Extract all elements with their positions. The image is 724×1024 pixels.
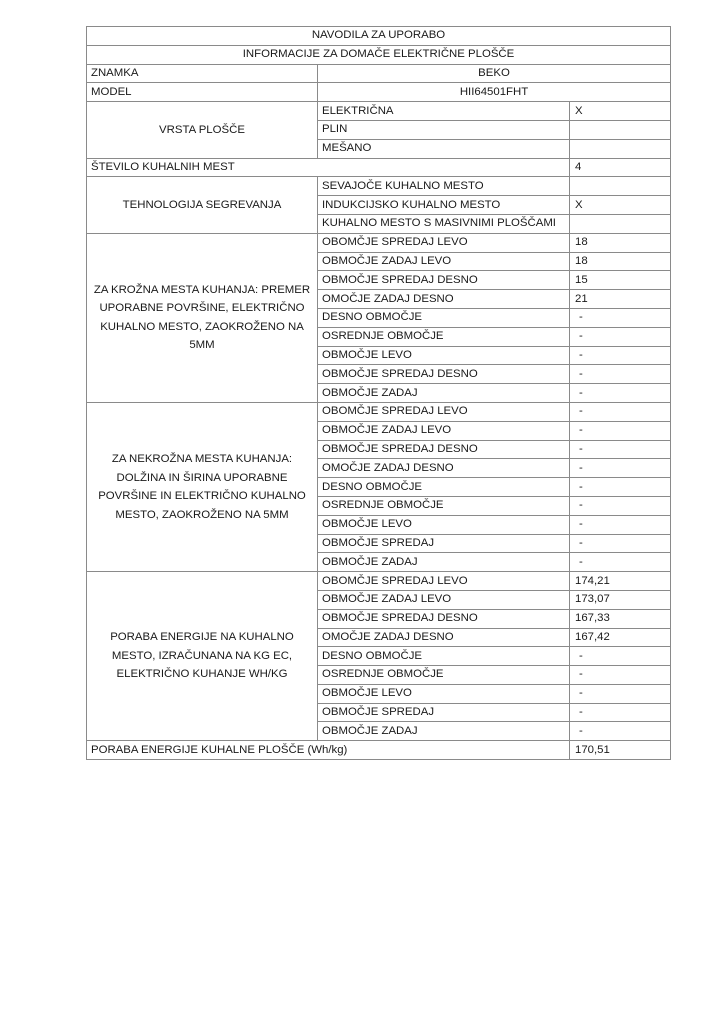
circular-zone-value: 21 [570,290,671,309]
hob-type-option-label: ELEKTRIČNA [318,102,570,121]
circular-zone-value: - [570,308,671,327]
energy-zone-value: - [570,666,671,685]
zones-count-value: 4 [570,158,671,177]
model-row [87,83,671,102]
circular-zone-label: OBMOČJE SPREDAJ DESNO [318,365,570,384]
hob-type-option-label: PLIN [318,120,570,139]
energy-zone-label: OBMOČJE ZADAJ LEVO [318,590,570,609]
heating-tech-label: TEHNOLOGIJA SEGREVANJA [87,177,318,233]
total-energy-label: PORABA ENERGIJE KUHALNE PLOŠČE (Wh/kg) [87,741,570,760]
energy-zone-value: - [570,703,671,722]
energy-zone-label: OBOMČJE SPREDAJ LEVO [318,572,570,591]
circular-zone-row [87,233,671,252]
total-energy-value: 170,51 [570,741,671,760]
document-subtitle: INFORMACIJE ZA DOMAČE ELEKTRIČNE PLOŠČE [87,45,671,64]
non-circular-zone-value: - [570,421,671,440]
energy-zone-value: - [570,684,671,703]
circular-zone-label: OSREDNJE OBMOČJE [318,327,570,346]
non-circular-zone-group-label: ZA NEKROŽNA MESTA KUHANJA: DOLŽINA IN ŠIRINA UPORABNE POVRŠINE IN ELEKTRIČNO KUHALNO MESTO, ZAOKROŽENO NA 5MM [87,402,318,571]
energy-zone-row [87,572,671,591]
non-circular-zone-label: OBMOČJE ZADAJ LEVO [318,421,570,440]
energy-zone-value: 167,33 [570,609,671,628]
heating-tech-option-label: SEVAJOČE KUHALNO MESTO [318,177,570,196]
non-circular-zone-label: OBMOČJE ZADAJ [318,553,570,572]
energy-zone-group-label: PORABA ENERGIJE NA KUHALNO MESTO, IZRAČUNANA NA KG EC, ELEKTRIČNO KUHANJE WH/KG [87,572,318,741]
circular-zone-label: OMOČJE ZADAJ DESNO [318,290,570,309]
brand-value: BEKO [318,64,671,83]
heating-tech-option-value: X [570,196,671,215]
non-circular-zone-value: - [570,515,671,534]
heating-tech-option-value [570,177,671,196]
energy-zone-value: 174,21 [570,572,671,591]
brand-row [87,64,671,83]
hob-type-row [87,102,671,121]
hob-type-option-label: MEŠANO [318,139,570,158]
hob-type-option-value [570,139,671,158]
non-circular-zone-value: - [570,478,671,497]
energy-zone-label: OBMOČJE SPREDAJ [318,703,570,722]
non-circular-zone-label: OBOMČJE SPREDAJ LEVO [318,402,570,421]
energy-zone-label: OBMOČJE SPREDAJ DESNO [318,609,570,628]
circular-zone-label: OBOMČJE SPREDAJ LEVO [318,233,570,252]
non-circular-zone-label: OBMOČJE SPREDAJ [318,534,570,553]
non-circular-zone-label: OBMOČJE LEVO [318,515,570,534]
non-circular-zone-value: - [570,534,671,553]
circular-zone-value: - [570,346,671,365]
non-circular-zone-label: OSREDNJE OBMOČJE [318,496,570,515]
energy-zone-label: OMOČJE ZADAJ DESNO [318,628,570,647]
circular-zone-label: OBMOČJE SPREDAJ DESNO [318,271,570,290]
hob-type-label: VRSTA PLOŠČE [87,102,318,158]
non-circular-zone-value: - [570,459,671,478]
energy-zone-value: 167,42 [570,628,671,647]
model-value: HII64501FHT [318,83,671,102]
hob-type-option-value [570,120,671,139]
subtitle-row [87,45,671,64]
heating-tech-option-label: INDUKCIJSKO KUHALNO MESTO [318,196,570,215]
circular-zone-label: DESNO OBMOČJE [318,308,570,327]
energy-zone-label: DESNO OBMOČJE [318,647,570,666]
model-label: MODEL [87,83,318,102]
brand-label: ZNAMKA [87,64,318,83]
non-circular-zone-label: OBMOČJE SPREDAJ DESNO [318,440,570,459]
document-title: NAVODILA ZA UPORABO [87,27,671,46]
circular-zone-value: - [570,384,671,403]
non-circular-zone-value: - [570,402,671,421]
energy-zone-label: OBMOČJE LEVO [318,684,570,703]
energy-zone-value: 173,07 [570,590,671,609]
non-circular-zone-label: OMOČJE ZADAJ DESNO [318,459,570,478]
heating-tech-row [87,177,671,196]
energy-zone-label: OBMOČJE ZADAJ [318,722,570,741]
circular-zone-label: OBMOČJE LEVO [318,346,570,365]
energy-zone-label: OSREDNJE OBMOČJE [318,666,570,685]
circular-zone-group-label: ZA KROŽNA MESTA KUHANJA: PREMER UPORABNE POVRŠINE, ELEKTRIČNO KUHALNO MESTO, ZAOKROŽENO NA 5MM [87,233,318,402]
zones-count-label: ŠTEVILO KUHALNIH MEST [87,158,570,177]
total-energy-row [87,741,671,760]
circular-zone-label: OBMOČJE ZADAJ LEVO [318,252,570,271]
heating-tech-option-label: KUHALNO MESTO S MASIVNIMI PLOŠČAMI [318,214,570,233]
non-circular-zone-value: - [570,553,671,572]
circular-zone-value: - [570,365,671,384]
heating-tech-option-value [570,214,671,233]
hob-info-table [86,26,671,760]
circular-zone-label: OBMOČJE ZADAJ [318,384,570,403]
circular-zone-value: 18 [570,233,671,252]
energy-zone-value: - [570,722,671,741]
energy-zone-value: - [570,647,671,666]
non-circular-zone-value: - [570,440,671,459]
non-circular-zone-label: DESNO OBMOČJE [318,478,570,497]
non-circular-zone-row [87,402,671,421]
hob-type-option-value: X [570,102,671,121]
circular-zone-value: 18 [570,252,671,271]
title-row [87,27,671,46]
circular-zone-value: 15 [570,271,671,290]
zones-count-row [87,158,671,177]
non-circular-zone-value: - [570,496,671,515]
circular-zone-value: - [570,327,671,346]
